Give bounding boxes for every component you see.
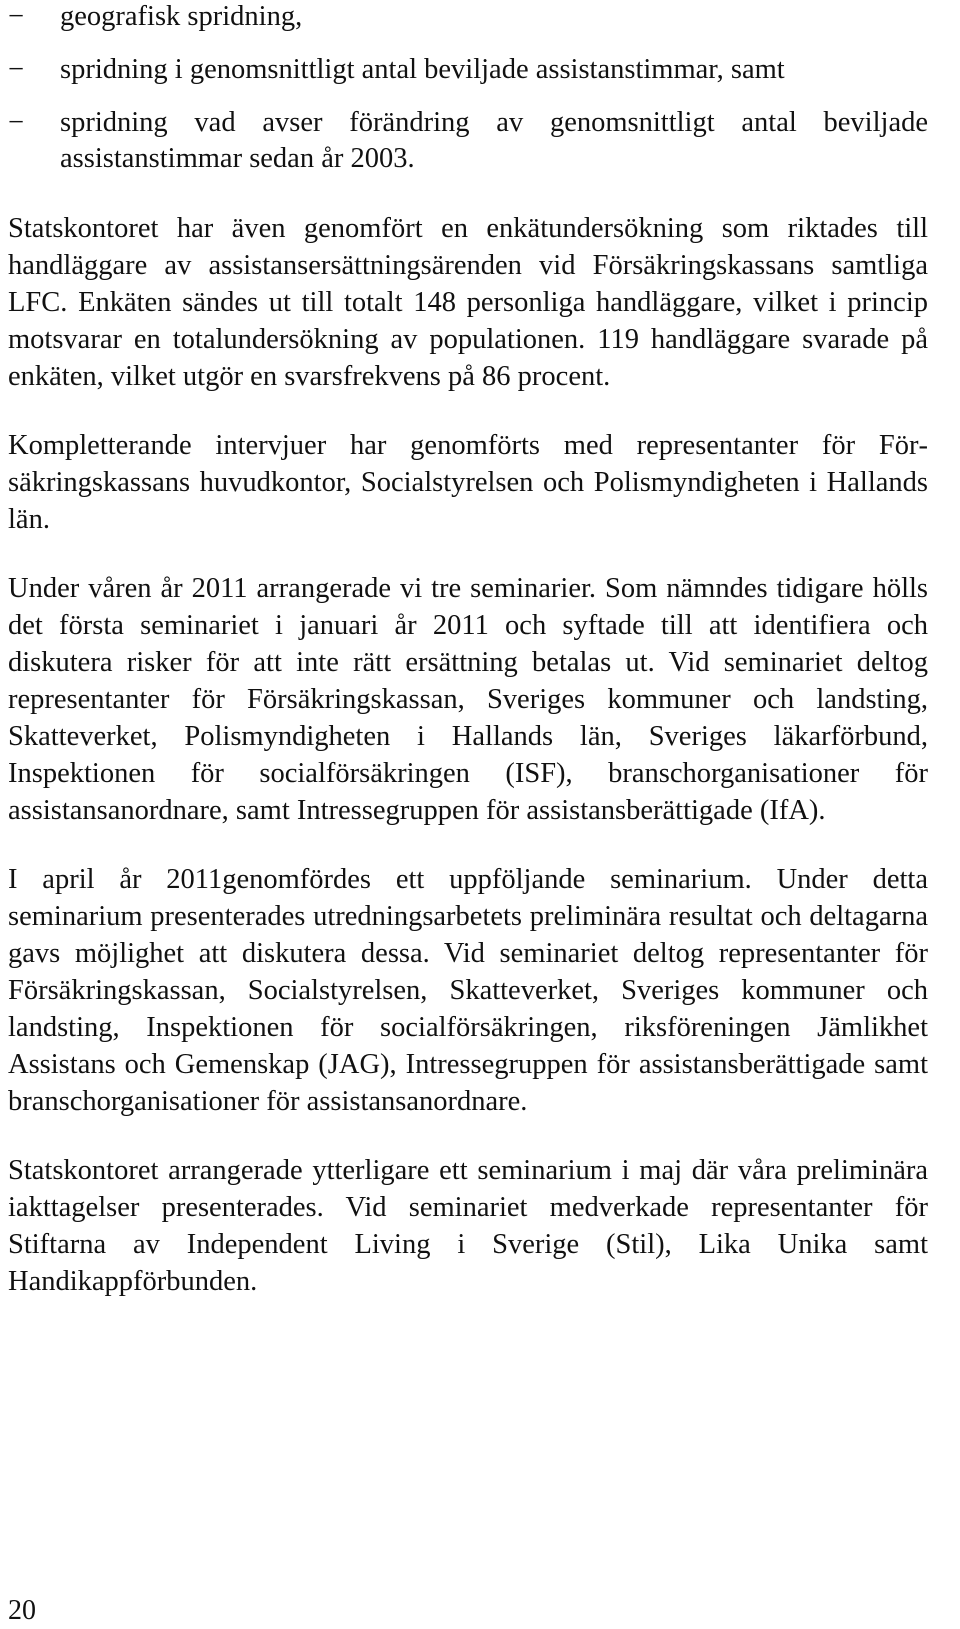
- document-page: [8, 0, 928, 1300]
- bullet-item: [8, 105, 928, 177]
- dash-marker: −: [8, 107, 25, 138]
- bullet-list: [8, 0, 928, 177]
- bullet-text: spridning vad avser förändring av genomsnittligt antal beviljade assistanstimmar sedan år 2003.: [60, 107, 928, 174]
- dash-marker: −: [8, 1, 25, 32]
- bullet-text: spridning i genomsnittligt antal beviljade assistanstimmar, samt: [60, 54, 785, 85]
- page-number: 20: [8, 1595, 36, 1626]
- paragraph-may-seminar: Statskontoret arrangerade ytterligare ett seminarium i maj där våra preliminära iakttagelser presenterades. Vid seminariet medverkade representanter för Stiftarna av Independent Living i Sverige (Stil), Lika Unika samt Handikappförbunden.: [8, 1155, 928, 1297]
- paragraph-april-seminar: I april år 2011genomfördes ett uppföljande seminarium. Under detta seminarium presenterades utredningsarbetets preliminära resultat och deltagarna gavs möjlighet att diskutera dessa. Vid seminariet deltog representanter för Försäkringskassan, Socialstyrelsen, Skatteverket, Sveriges kommuner och landsting, Inspektionen för socialförsäkringen, riksföreningen Jämlikhet Assistans och Gemenskap (JAG), Intressegruppen för assistansberättigade samt branschorganisationer för assistansanordnare.: [8, 864, 928, 1117]
- bullet-text: geografisk spridning,: [60, 1, 303, 32]
- bullet-item: [8, 52, 928, 88]
- paragraph-survey: Statskontoret har även genomfört en enkätundersökning som riktades till handläggare av assistansersättningsärenden vid Försäkringskassans samtliga LFC. Enkäten sändes ut till totalt 148 personliga handläggare, vilket i princip motsvarar en totalundersökning av populationen. 119 handläggare svarade på enkäten, vilket utgör en svarsfrekvens på 86 procent.: [8, 213, 928, 392]
- bullet-item: [8, 0, 928, 35]
- paragraph-interviews: Kompletterande intervjuer har genomförts med representanter för Försäkringskassans huvudkontor, Socialstyrelsen och Polismyndigheten i Hallands län.: [8, 430, 928, 535]
- paragraph-spring-seminars: Under våren år 2011 arrangerade vi tre seminarier. Som nämndes tidigare hölls det första seminariet i januari år 2011 och syftade till att identifiera och diskutera risker för att inte rätt ersättning betalas ut. Vid seminariet deltog representanter för Försäkringskassan, Sveriges kommuner och landsting, Skatteverket, Polismyndigheten i Hallands län, Sveriges läkarförbund, Inspektionen för socialförsäkringen (ISF), branschorganisationer för assistansanordnare, samt Intressegruppen för assistansberättigade (IfA).: [8, 573, 928, 826]
- dash-marker: −: [8, 54, 25, 85]
